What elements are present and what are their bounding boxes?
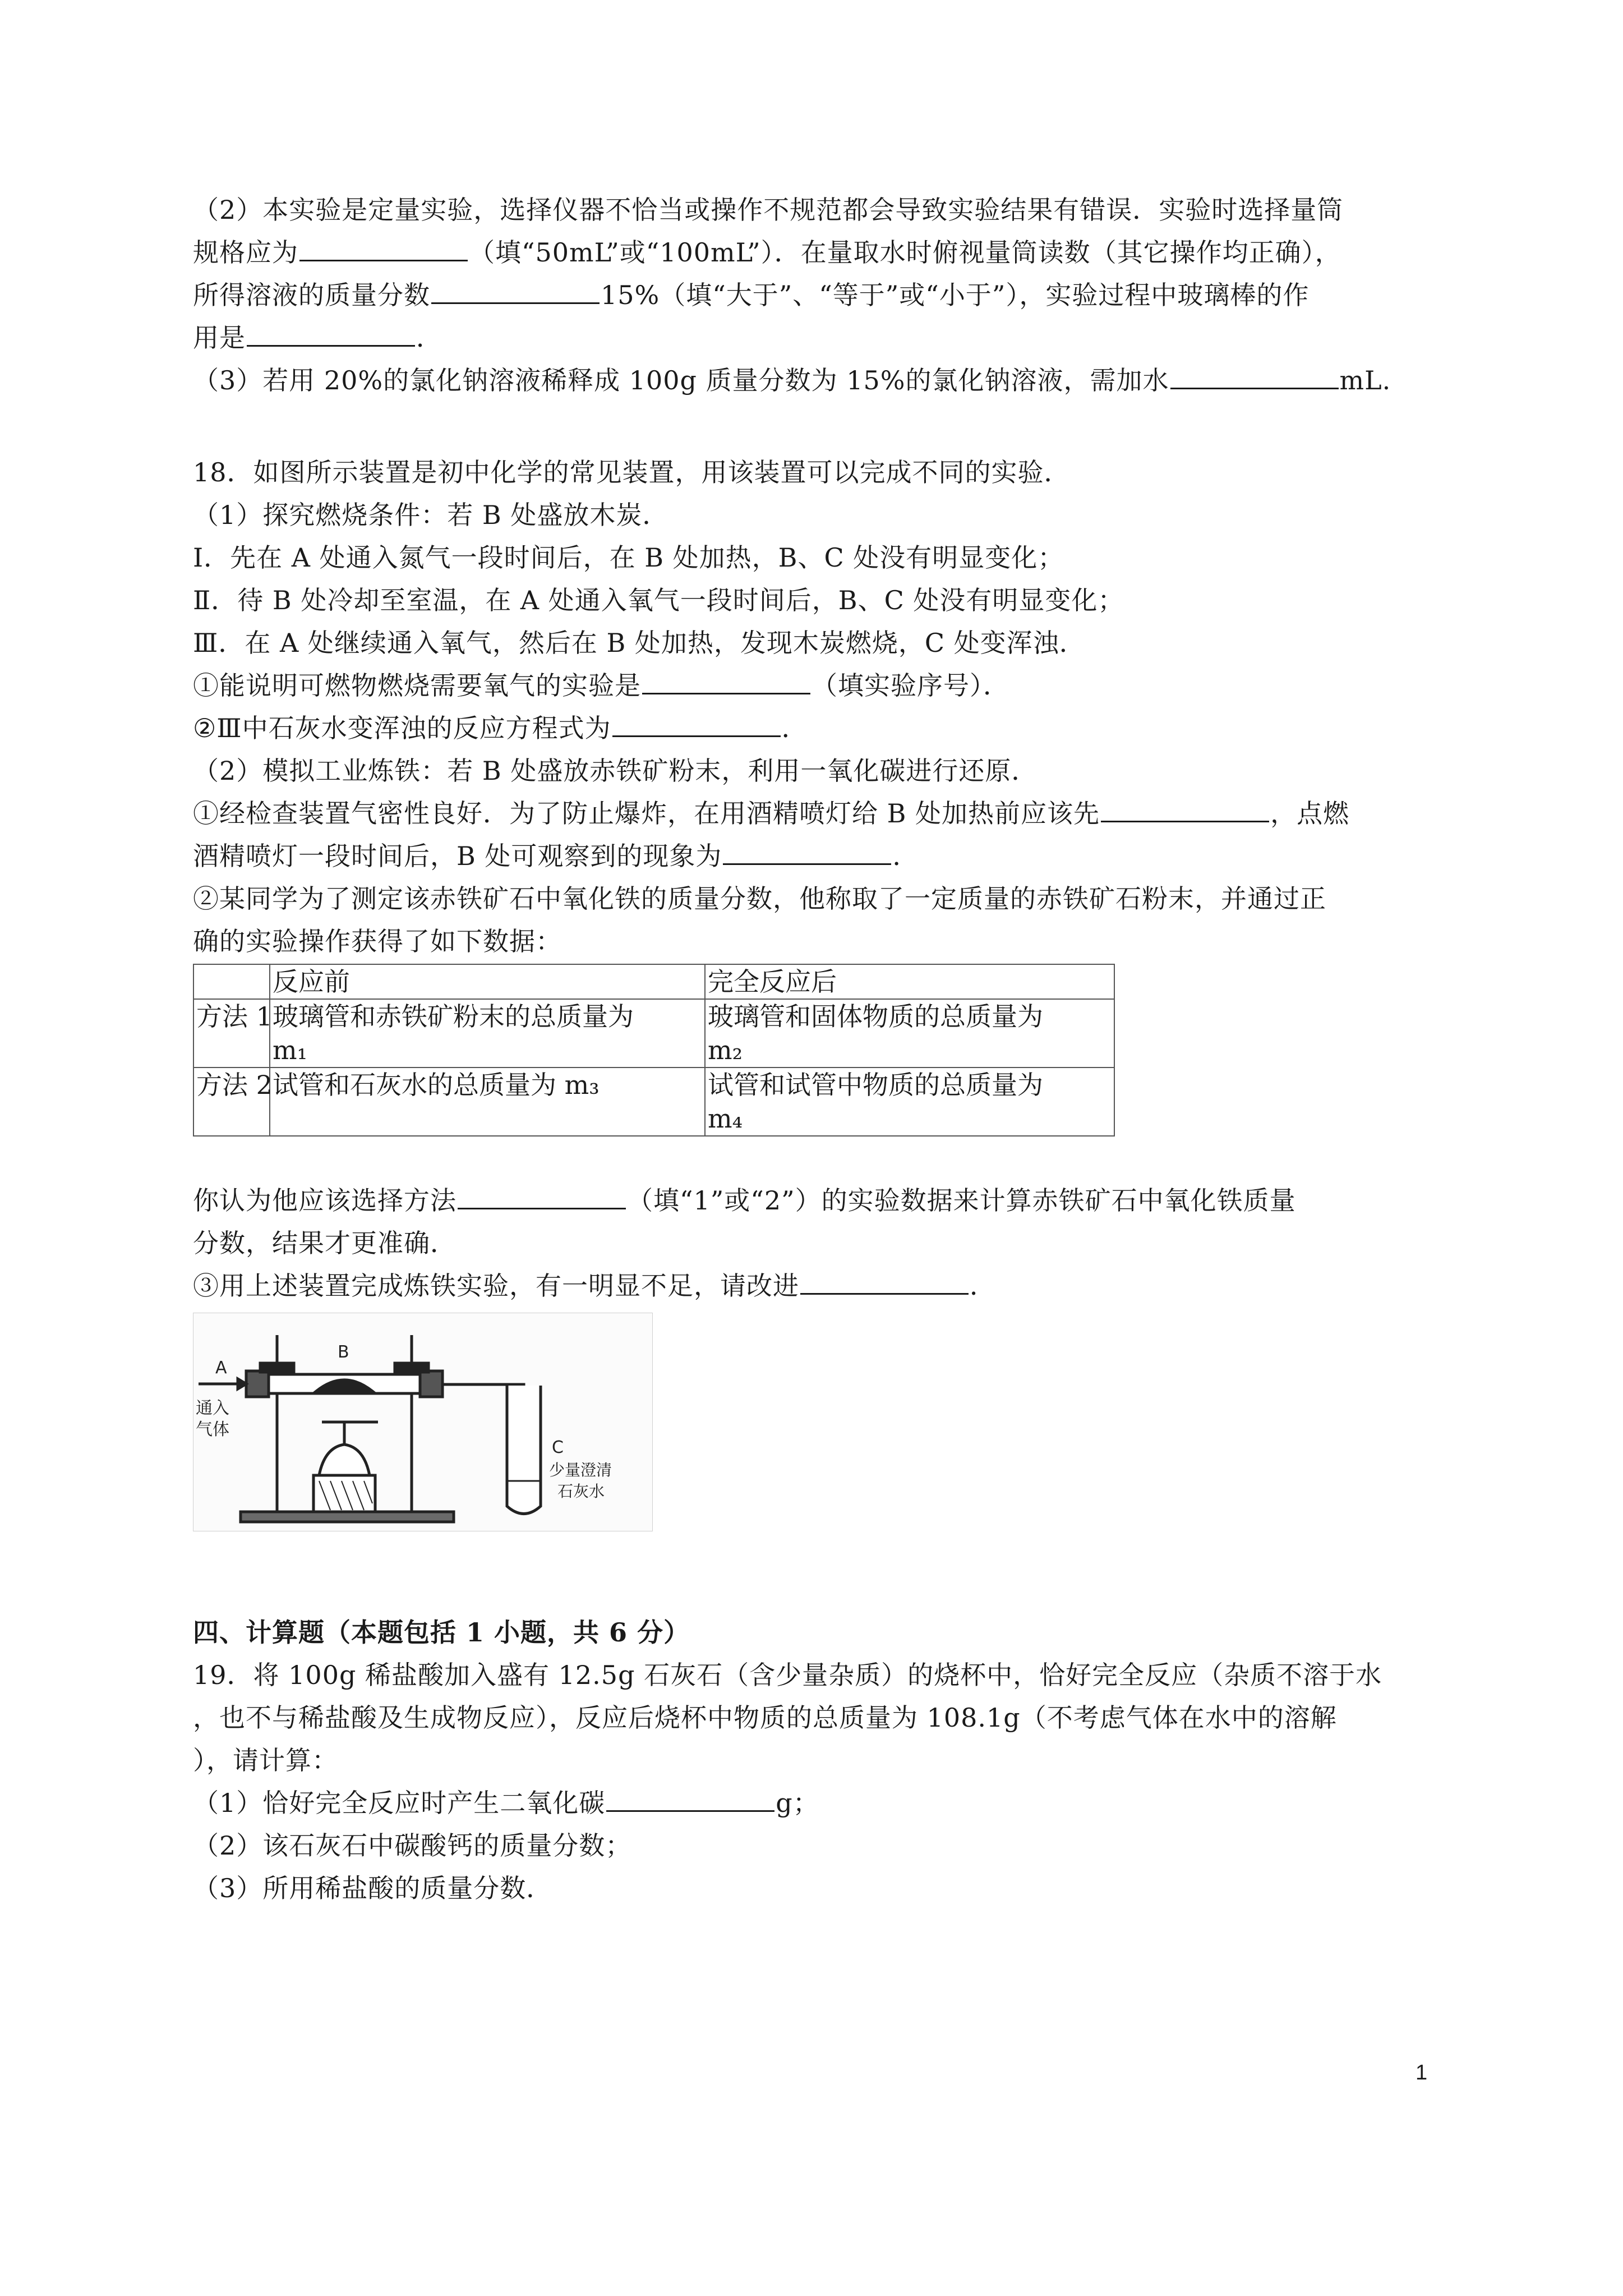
answer-blank	[606, 1789, 774, 1812]
table-cell-after	[705, 1068, 1114, 1136]
text: ②Ⅲ中石灰水变浑浊的反应方程式为	[193, 713, 611, 743]
q17-part2-line3	[193, 278, 1309, 312]
q19-part1	[193, 1786, 819, 1820]
text: 用是	[193, 323, 246, 353]
text: g；	[776, 1788, 819, 1818]
cell-text: 玻璃管和固体物质的总质量为	[708, 1001, 1043, 1032]
cell-text: 玻璃管和赤铁矿粉末的总质量为	[273, 1001, 634, 1032]
label-c: C	[552, 1438, 564, 1457]
table-cell-after	[705, 999, 1114, 1068]
q18-step2: Ⅱ．待 B 处冷却至室温，在 A 处通入氧气一段时间后，B、C 处没有明显变化；	[193, 585, 1124, 615]
data-table	[193, 964, 1115, 1137]
q18-step3: Ⅲ．在 A 处继续通入氧气，然后在 B 处加热，发现木炭燃烧，C 处变浑浊．	[193, 628, 1086, 658]
q17-part2-line4	[193, 321, 442, 355]
table-row	[193, 999, 1114, 1068]
label-a: A	[215, 1358, 227, 1378]
table-header-cell: 反应前	[270, 964, 705, 999]
text: （填“1”或“2”）的实验数据来计算赤铁矿石中氧化铁质量	[627, 1185, 1296, 1216]
text: 规格应为	[193, 237, 298, 268]
table-cell-method: 方法 1	[193, 999, 270, 1068]
text: （1）恰好完全反应时产生二氧化碳	[193, 1788, 606, 1818]
text: ①能说明可燃物燃烧需要氧气的实验是	[193, 670, 641, 701]
text: mL.	[1339, 365, 1391, 395]
q18-part2-title: （2）模拟工业炼铁：若 B 处盛放赤铁矿粉末，利用一氧化碳进行还原．	[193, 756, 1038, 786]
q17-part2-line2	[193, 236, 1341, 269]
limewater-label-2: 石灰水	[557, 1482, 605, 1501]
q18-stem: 18．如图所示装置是初中化学的常见装置，用该装置可以完成不同的实验．	[193, 457, 1071, 487]
burner-base	[313, 1475, 375, 1512]
table-cell-before	[270, 1068, 705, 1136]
section4-heading: 四、计算题（本题包括 1 小题，共 6 分）	[193, 1617, 690, 1648]
q18-step1: Ⅰ．先在 A 处通入氮气一段时间后，在 B 处加热，B、C 处没有明显变化；	[193, 542, 1064, 573]
cell-text: 试管和试管中物质的总质量为	[708, 1070, 1043, 1100]
answer-blank	[612, 714, 781, 737]
table-header-cell	[193, 964, 270, 999]
cell-symbol: m₄	[708, 1103, 743, 1134]
text: ．	[781, 713, 808, 743]
answer-blank	[1101, 799, 1269, 822]
q18-part2-q3-line1	[193, 1184, 1296, 1217]
table-header-cell: 完全反应后	[705, 964, 1114, 999]
q19-line3: ），请计算：	[193, 1745, 338, 1775]
q18-part2-q3-line2: 分数，结果才更准确．	[193, 1228, 457, 1258]
page-number: 1	[1415, 2061, 1428, 2085]
q18-part2-q4	[193, 1269, 996, 1303]
answer-blank	[431, 281, 600, 304]
table-cell-method: 方法 2	[193, 1068, 270, 1136]
text: 你认为他应该选择方法	[193, 1185, 457, 1216]
apparatus-figure	[193, 1313, 653, 1531]
q18-part1-q1	[193, 669, 1009, 702]
cell-symbol: m₂	[708, 1035, 743, 1065]
answer-blank	[723, 842, 891, 865]
stopper-left	[246, 1371, 269, 1397]
table-row	[193, 1068, 1114, 1136]
stopper-right	[420, 1371, 442, 1397]
text: ．	[416, 323, 442, 353]
answer-blank	[1170, 366, 1339, 389]
answer-blank	[800, 1272, 969, 1295]
test-tube	[507, 1386, 541, 1514]
stand-base	[241, 1512, 454, 1522]
text: （填实验序号）．	[811, 670, 1009, 701]
clamp-left	[260, 1363, 294, 1372]
text: ．	[892, 841, 919, 871]
q19-line1: 19．将 100g 稀盐酸加入盛有 12.5g 石灰石（含少量杂质）的烧杯中，恰好完全反应（杂质不溶于水	[193, 1660, 1382, 1690]
text: 15%（填“大于”、“等于”或“小于”），实验过程中玻璃棒的作	[601, 280, 1310, 310]
gas-in-label-1: 通入	[196, 1398, 229, 1418]
text: 所得溶液的质量分数	[193, 280, 430, 310]
text: （3）若用 20%的氯化钠溶液稀释成 100g 质量分数为 15%的氯化钠溶液，需加水	[193, 365, 1169, 395]
q18-part2-q1-line2	[193, 839, 919, 873]
q17-part2-line1: （2）本实验是定量实验，选择仪器不恰当或操作不规范都会导致实验结果有错误．实验时选择量筒	[193, 195, 1344, 225]
answer-blank	[642, 671, 810, 694]
table-header-row	[193, 964, 1114, 999]
answer-blank	[458, 1186, 626, 1209]
q18-part1-title: （1）探究燃烧条件：若 B 处盛放木炭．	[193, 500, 669, 530]
q18-part2-q1-line1	[193, 797, 1349, 830]
answer-blank	[299, 238, 468, 261]
q17-part3-line1	[193, 364, 1391, 397]
q19-line2: ，也不与稀盐酸及生成物反应），反应后烧杯中物质的总质量为 108.1g（不考虑气体在水中的溶解	[193, 1703, 1337, 1733]
text: ①经检查装置气密性良好．为了防止爆炸，在用酒精喷灯给 B 处加热前应该先	[193, 798, 1100, 829]
text: ，点燃	[1270, 798, 1350, 829]
limewater-label-1: 少量澄清	[549, 1461, 612, 1479]
q19-part3: （3）所用稀盐酸的质量分数．	[193, 1873, 553, 1903]
cell-symbol: m₁	[273, 1035, 308, 1065]
text: ③用上述装置完成炼铁实验，有一明显不足，请改进	[193, 1271, 799, 1301]
gas-in-label-2: 气体	[196, 1420, 229, 1439]
q18-part2-q2-line1: ②某同学为了测定该赤铁矿石中氧化铁的质量分数，他称取了一定质量的赤铁矿石粉末，并通过正	[193, 884, 1326, 914]
text: ．	[970, 1271, 996, 1301]
answer-blank	[247, 324, 415, 347]
q19-part2: （2）该石灰石中碳酸钙的质量分数；	[193, 1830, 632, 1861]
text: 酒精喷灯一段时间后，B 处可观察到的现象为	[193, 841, 722, 871]
label-b: B	[338, 1342, 349, 1362]
text: （填“50mL”或“100mL”）．在量取水时俯视量筒读数（其它操作均正确），	[469, 237, 1341, 268]
table-cell-before	[270, 999, 705, 1068]
cell-text: 试管和石灰水的总质量为 m₃	[273, 1070, 600, 1100]
q18-part2-q2-line2: 确的实验操作获得了如下数据：	[193, 926, 562, 956]
q18-part1-q2	[193, 711, 808, 745]
clamp-right	[395, 1363, 428, 1372]
